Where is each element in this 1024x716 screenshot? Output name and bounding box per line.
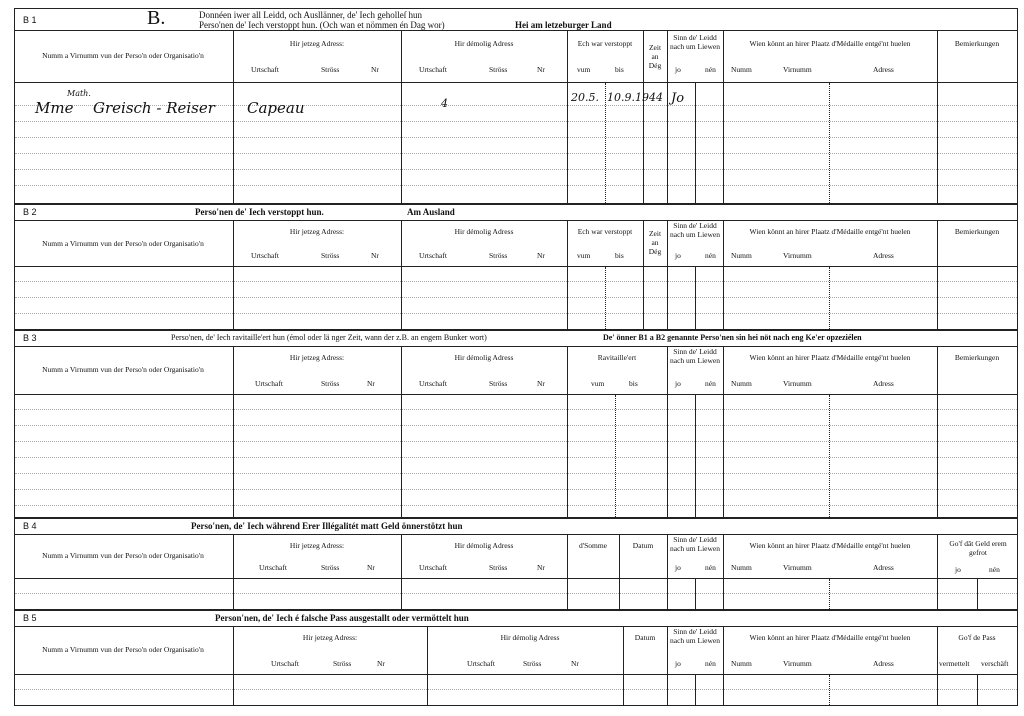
sub-stross: Ströss — [321, 65, 340, 74]
col-medaille: Wien könnt an hirer Plaatz d'Médaille entgé'nt huelen — [749, 39, 911, 48]
sub-adress: Adress — [873, 65, 894, 74]
sub-nr: Nr — [537, 251, 545, 260]
sub-jo: jo — [675, 659, 681, 668]
sub-urtschaft: Urtschaft — [259, 563, 287, 572]
sub-stross: Ströss — [489, 379, 508, 388]
sub-nr: Nr — [571, 659, 579, 668]
sub-urtschaft: Urtschaft — [419, 379, 447, 388]
sub-verschaft: verschäft — [981, 659, 1009, 668]
entry-vum: 20.5. — [571, 91, 599, 104]
sub-virnumm: Virnumm — [783, 251, 812, 260]
sub-nr: Nr — [367, 379, 375, 388]
entry-name-prefix: Mme — [35, 99, 74, 117]
entry-place: Capeau — [247, 99, 305, 117]
entry-name: Greisch - Reiser — [93, 99, 215, 117]
sub-stross: Ströss — [489, 65, 508, 74]
sub-bis: bis — [615, 65, 624, 74]
section-code: B 2 — [23, 207, 37, 217]
col-verstoppt: Ech war verstoppt — [577, 39, 633, 48]
col-ravitailleert: Ravitaille'ert — [597, 353, 637, 362]
sub-stross: Ströss — [489, 563, 508, 572]
sub-nr: Nr — [371, 65, 379, 74]
col-jetzeg: Hir jetzeg Adress: — [302, 633, 358, 642]
form-page — [14, 8, 1018, 708]
sub-nr: Nr — [371, 251, 379, 260]
col-medaille: Wien könnt an hirer Plaatz d'Médaille entgé'nt huelen — [749, 353, 911, 362]
sub-urtschaft: Urtschaft — [467, 659, 495, 668]
sub-nr: Nr — [377, 659, 385, 668]
sub-jo: jo — [955, 565, 961, 574]
sub-urtschaft: Urtschaft — [419, 251, 447, 260]
sub-urtschaft: Urtschaft — [251, 65, 279, 74]
col-datum: Datum — [634, 633, 656, 642]
section-b5 — [14, 610, 1018, 706]
sub-virnumm: Virnumm — [783, 563, 812, 572]
section-b4 — [14, 518, 1018, 610]
sub-nr: Nr — [537, 65, 545, 74]
sub-numm: Numm — [731, 65, 752, 74]
sub-urtschaft: Urtschaft — [419, 563, 447, 572]
sub-jo: jo — [675, 65, 681, 74]
sub-vum: vum — [577, 251, 591, 260]
col-bemierk: Bemierkungen — [954, 227, 1000, 236]
sub-adress: Adress — [873, 251, 894, 260]
section-title-right: De' önner B1 a B2 genannte Perso'nen sin hei nöt nach eng Ke'er opzeziélen — [603, 333, 862, 342]
col-zeit: Zeit an Dég — [648, 229, 662, 256]
section-title: Perso'nen de' Iech verstoppt hun. — [195, 207, 324, 217]
col-name: Numm a Virnumm vun der Perso'n oder Organisatio'n — [42, 51, 204, 60]
section-title: Person'nen, de' Iech é falsche Pass ausgestallt oder vermöttelt hun — [215, 613, 469, 623]
section-code: B 1 — [23, 15, 37, 25]
section-code: B 3 — [23, 333, 37, 343]
col-demolig: Hir démolig Adress — [454, 353, 514, 362]
entry-demolig: 4 — [441, 97, 448, 110]
sub-virnumm: Virnumm — [783, 65, 812, 74]
col-sinn: Sinn de' Leidd nach um Liewen — [670, 33, 720, 51]
section-letter: B. — [147, 7, 166, 29]
section-title-right: Am Ausland — [407, 207, 455, 217]
sub-jo: jo — [675, 563, 681, 572]
col-demolig: Hir démolig Adress — [500, 633, 560, 642]
sub-stross: Ströss — [321, 251, 340, 260]
col-demolig: Hir démolig Adress — [454, 39, 514, 48]
sub-vermettelt: vermettelt — [939, 659, 970, 668]
sub-stross: Ströss — [333, 659, 352, 668]
section-b2 — [14, 204, 1018, 330]
sub-vum: vum — [577, 65, 591, 74]
col-medaille: Wien könnt an hirer Plaatz d'Médaille entgé'nt huelen — [749, 541, 911, 550]
sub-numm: Numm — [731, 251, 752, 260]
col-medaille: Wien könnt an hirer Plaatz d'Médaille entgé'nt huelen — [749, 227, 911, 236]
col-bemierk: Bemierkungen — [954, 353, 1000, 362]
sub-nr: Nr — [537, 379, 545, 388]
sub-adress: Adress — [873, 379, 894, 388]
section-b1 — [14, 8, 1018, 204]
sub-urtschaft: Urtschaft — [251, 251, 279, 260]
col-name: Numm a Virnumm vun der Perso'n oder Organisatio'n — [42, 365, 204, 374]
col-sinn: Sinn de' Leidd nach um Liewen — [670, 627, 720, 645]
col-bemierk: Bemierkungen — [954, 39, 1000, 48]
sub-nen: nén — [989, 565, 1000, 574]
col-jetzeg: Hir jetzeg Adress: — [289, 541, 345, 550]
sub-numm: Numm — [731, 563, 752, 572]
section-title-line3: Hei am letzeburger Land — [515, 20, 612, 30]
sub-vum: vum — [591, 379, 605, 388]
section-b3 — [14, 330, 1018, 518]
col-gof: Go'f dât Geld erem gefrot — [949, 539, 1007, 557]
sub-jo: jo — [675, 251, 681, 260]
section-title-line2: Perso'nen de' Iech verstoppt hun. (Och wan et nömmen én Dag wor) — [199, 20, 445, 30]
col-name: Numm a Virnumm vun der Perso'n oder Organisatio'n — [42, 645, 204, 654]
col-datum: Datum — [632, 541, 654, 550]
sub-bis: bis — [629, 379, 638, 388]
col-zeit: Zeit an Dég — [648, 43, 662, 70]
sub-virnumm: Virnumm — [783, 379, 812, 388]
entry-bis: 10.9.1944 — [607, 91, 663, 104]
col-jetzeg: Hir jetzeg Adress: — [289, 353, 345, 362]
section-title-line1: Donnéen iwer all Leidd, och Ausllänner, de' Iech geholleſ hun — [199, 10, 422, 20]
sub-nr: Nr — [537, 563, 545, 572]
entry-jo: Jo — [671, 91, 685, 106]
col-medaille: Wien könnt an hirer Plaatz d'Médaille entgé'nt huelen — [749, 633, 911, 642]
col-demolig: Hir démolig Adress — [454, 541, 514, 550]
sub-stross: Ströss — [321, 379, 340, 388]
sub-jo: jo — [675, 379, 681, 388]
sub-numm: Numm — [731, 659, 752, 668]
col-gof: Go'f de Pass — [958, 633, 996, 642]
col-demolig: Hir démolig Adress — [454, 227, 514, 236]
col-verstoppt: Ech war verstoppt — [577, 227, 633, 236]
sub-nen: nén — [705, 659, 716, 668]
col-name: Numm a Virnumm vun der Perso'n oder Organisatio'n — [42, 551, 204, 560]
sub-numm: Numm — [731, 379, 752, 388]
col-sinn: Sinn de' Leidd nach um Liewen — [670, 221, 720, 239]
sub-nen: nén — [705, 379, 716, 388]
sub-adress: Adress — [873, 659, 894, 668]
col-sinn: Sinn de' Leidd nach um Liewen — [670, 535, 720, 553]
sub-adress: Adress — [873, 563, 894, 572]
sub-stross: Ströss — [321, 563, 340, 572]
sub-urtschaft: Urtschaft — [419, 65, 447, 74]
sub-nen: nén — [705, 65, 716, 74]
section-code: B 4 — [23, 521, 37, 531]
col-jetzeg: Hir jetzeg Adress: — [289, 39, 345, 48]
sub-nen: nén — [705, 251, 716, 260]
sub-nr: Nr — [367, 563, 375, 572]
col-name: Numm a Virnumm vun der Perso'n oder Organisatio'n — [42, 239, 204, 248]
sub-bis: bis — [615, 251, 624, 260]
sub-urtschaft: Urtschaft — [271, 659, 299, 668]
sub-virnumm: Virnumm — [783, 659, 812, 668]
section-title: Perso'nen, de' Iech ravitaille'ert hun (émol oder lä nger Zeit, wann der z.B. an engem Bunker wort) — [171, 333, 487, 342]
col-jetzeg: Hir jetzeg Adress: — [289, 227, 345, 236]
section-title: Perso'nen, de' Iech während Erer Illégalitét matt Geld önnerstötzt hun — [191, 521, 463, 531]
sub-nen: nén — [705, 563, 716, 572]
col-somme: d'Somme — [578, 541, 608, 550]
sub-stross: Ströss — [523, 659, 542, 668]
entry-name-note: Math. — [67, 89, 91, 98]
sub-stross: Ströss — [489, 251, 508, 260]
section-code: B 5 — [23, 613, 37, 623]
col-sinn: Sinn de' Leidd nach um Liewen — [670, 347, 720, 365]
sub-urtschaft: Urtschaft — [255, 379, 283, 388]
